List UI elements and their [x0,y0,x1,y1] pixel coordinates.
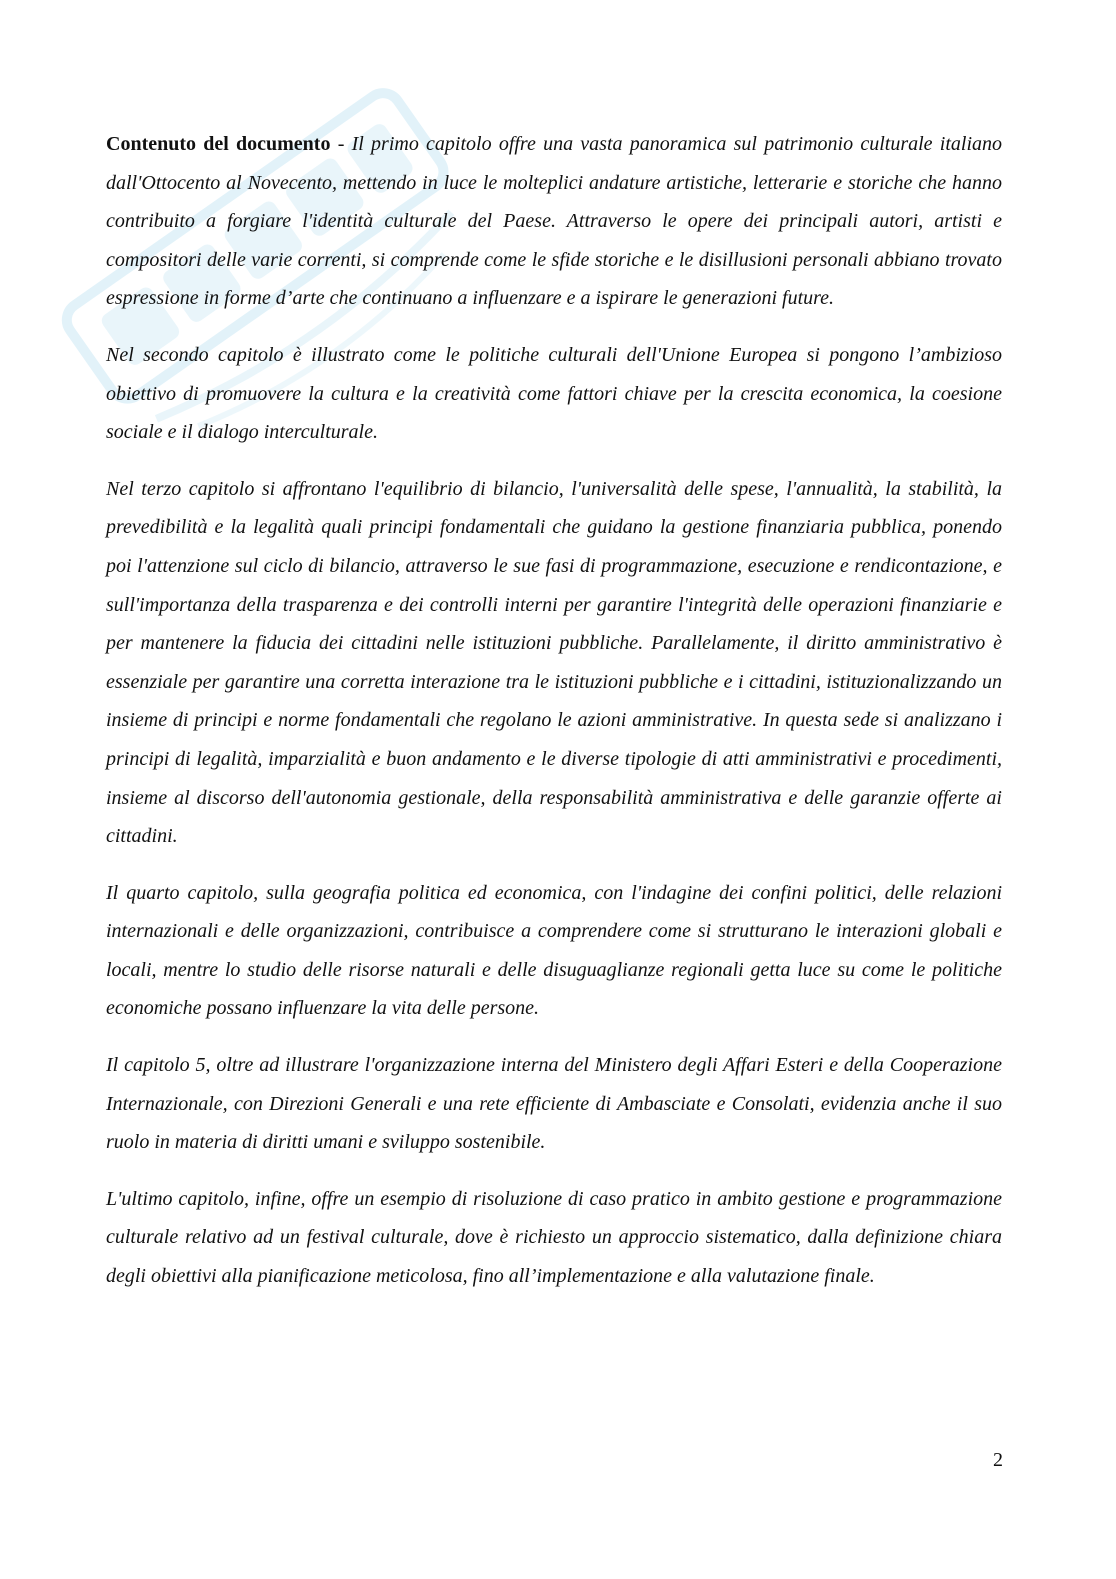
intro-separator: - [330,133,352,155]
intro-heading: Contenuto del documento [106,133,331,155]
intro-text: Il primo capitolo offre una vasta panoramica sul patrimonio culturale italiano dall'Ottocento al Novecento, mettendo in luce le molteplici andature artistiche, letterarie e storiche che hanno contribuito a forgiare l'identità culturale del Paese. Attraverso le opere dei principali autori, artisti e compositori delle varie correnti, si comprende come le sfide storiche e le disillusioni personali abbiano trovato espressione in forme d’arte che continuano a influenzare e a ispirare le generazioni future. [106,133,1002,310]
paragraph-last-chapter: L'ultimo capitolo, infine, offre un esempio di risoluzione di caso pratico in ambito gestione e programmazione culturale relativo ad un festival culturale, dove è richiesto un approccio sistematico, dalla definizione chiara degli obiettivi alla pianificazione meticolosa, fino all’implementazione e alla valutazione finale. [106,1187,1002,1288]
paragraph-fifth-chapter: Il capitolo 5, oltre ad illustrare l'organizzazione interna del Ministero degli Affari Esteri e della Cooperazione Internazionale, con Direzioni Generali e una rete efficiente di Ambasciate e Consolati, evidenzia anche il suo ruolo in materia di diritti umani e sviluppo sostenibile. [106,1054,1002,1154]
intro-paragraph [106,125,1002,318]
paragraph-third-chapter: Nel terzo capitolo si affrontano l'equilibrio di bilancio, l'universalità delle spese, l'annualità, la stabilità, la prevedibilità e la legalità quali principi fondamentali che guidano la gestione finanziaria pubblica, ponendo poi l'attenzione sul ciclo di bilancio, attraverso le sue fasi di programmazione, esecuzione e rendicontazione, e sull'importanza della trasparenza e dei controlli interni per garantire l'integrità delle operazioni finanziarie e per mantenere la fiducia dei cittadini nelle istituzioni pubbliche. Parallelamente, il diritto amministrativo è essenziale per garantire una corretta interazione tra le istituzioni pubbliche e i cittadini, istituzionalizzando un insieme di principi e norme fondamentali che regolano le azioni amministrative. In questa sede si analizzano i principi di legalità, imparzialità e buon andamento e le diverse tipologie di atti amministrativi e procedimenti, insieme al discorso dell'autonomia gestionale, della responsabilità amministrativa e delle garanzie offerte ai cittadini. [106,477,1002,848]
document-body [106,125,1002,1314]
paragraph-fourth-chapter: Il quarto capitolo, sulla geografia politica ed economica, con l'indagine dei confini politici, delle relazioni internazionali e delle organizzazioni, contribuisce a comprendere come si strutturano le interazioni globali e locali, mentre lo studio delle risorse naturali e delle disuguaglianze regionali getta luce su come le politiche economiche possano influenzare la vita delle persone. [106,881,1002,1020]
page-number: 2 [993,1449,1003,1471]
paragraph-second-chapter: Nel secondo capitolo è illustrato come le politiche culturali dell'Unione Europea si pongono l’ambizioso obiettivo di promuovere la cultura e la creatività come fattori chiave per la crescita economica, la coesione sociale e il dialogo interculturale. [106,343,1002,444]
